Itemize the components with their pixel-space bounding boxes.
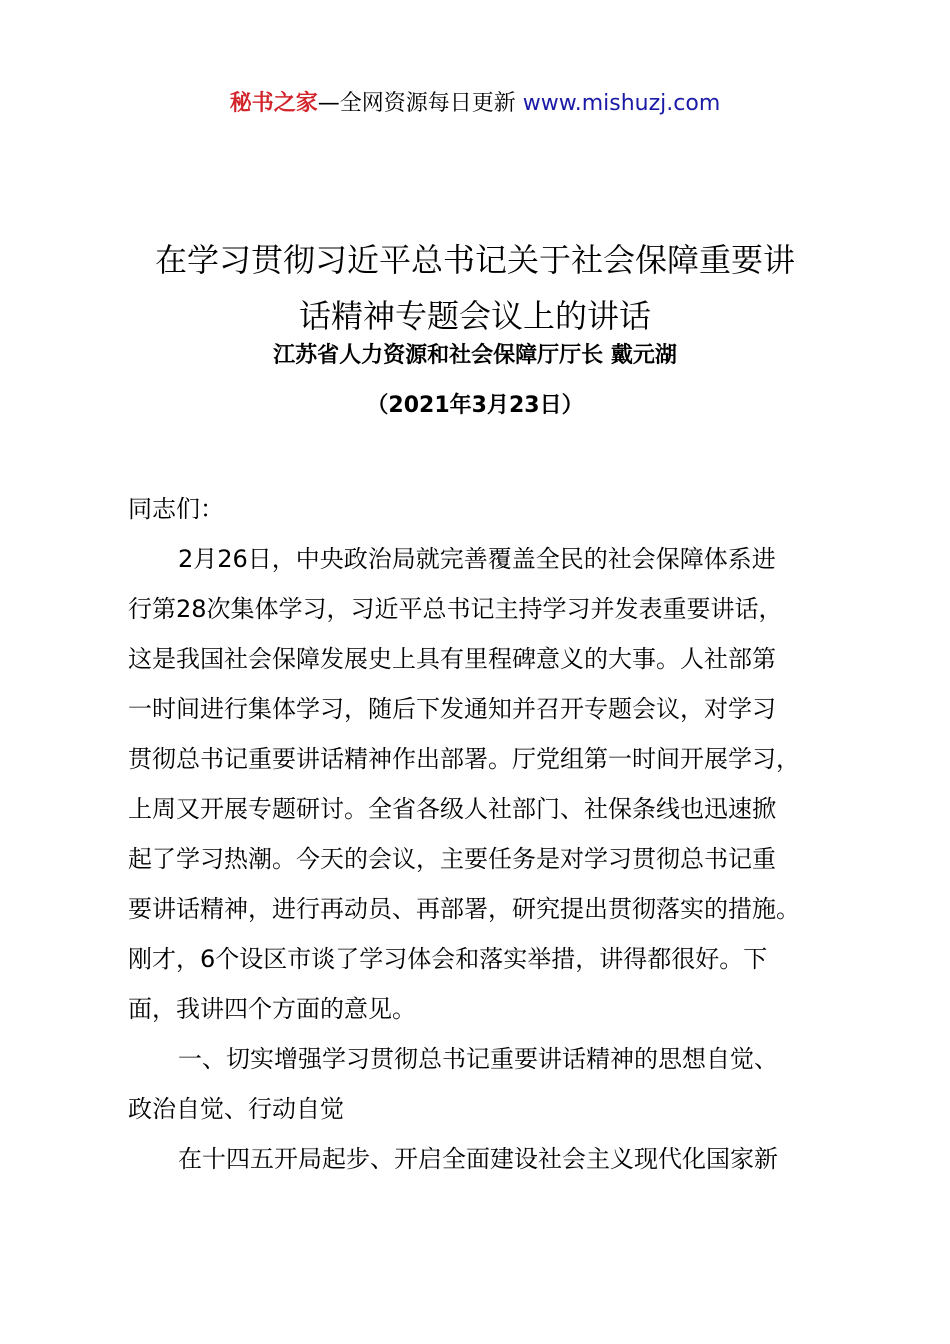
title-line-1: 在学习贯彻习近平总书记关于社会保障重要讲	[154, 241, 795, 279]
section-heading: 一、切实增强学习贯彻总书记重要讲话精神的思想自觉、	[178, 1045, 778, 1073]
section-heading: 政治自觉、行动自觉	[128, 1095, 344, 1123]
document-body	[128, 484, 868, 1184]
body-line: 面，我讲四个方面的意见。	[128, 995, 416, 1023]
body-line: 贯彻总书记重要讲话精神作出部署。厅党组第一时间开展学习，	[128, 745, 800, 773]
body-line: 上周又开展专题研讨。全省各级人社部门、社保条线也迅速掀	[128, 795, 776, 823]
site-header	[0, 88, 950, 120]
body-line: 在十四五开局起步、开启全面建设社会主义现代化国家新	[178, 1145, 778, 1173]
body-line: 刚才，6个设区市谈了学习体会和落实举措，讲得都很好。下	[128, 945, 768, 973]
body-line: 这是我国社会保障发展史上具有里程碑意义的大事。人社部第	[128, 645, 776, 673]
body-line: 起了学习热潮。今天的会议，主要任务是对学习贯彻总书记重	[128, 845, 776, 873]
body-line: 2月26日，中央政治局就完善覆盖全民的社会保障体系进	[178, 545, 776, 573]
body-line: 行第28次集体学习，习近平总书记主持学习并发表重要讲话，	[128, 595, 783, 623]
brand-name: 秘书之家	[229, 91, 318, 116]
header-tagline: 全网资源每日更新	[339, 91, 516, 116]
header-dash: —	[317, 91, 340, 116]
salutation: 同志们：	[128, 495, 224, 523]
title-line-2: 话精神专题会议上的讲话	[298, 297, 651, 335]
document-author: 江苏省人力资源和社会保障厅厅长 戴元湖	[273, 343, 677, 368]
document-date: （2021年3月23日）	[366, 393, 584, 418]
document-title	[60, 232, 890, 344]
body-line: 一时间进行集体学习，随后下发通知并召开专题会议，对学习	[128, 695, 776, 723]
body-line: 要讲话精神，进行再动员、再部署，研究提出贯彻落实的措施。	[128, 895, 800, 923]
site-url-link[interactable]: www.mishuzj.com	[522, 91, 721, 116]
